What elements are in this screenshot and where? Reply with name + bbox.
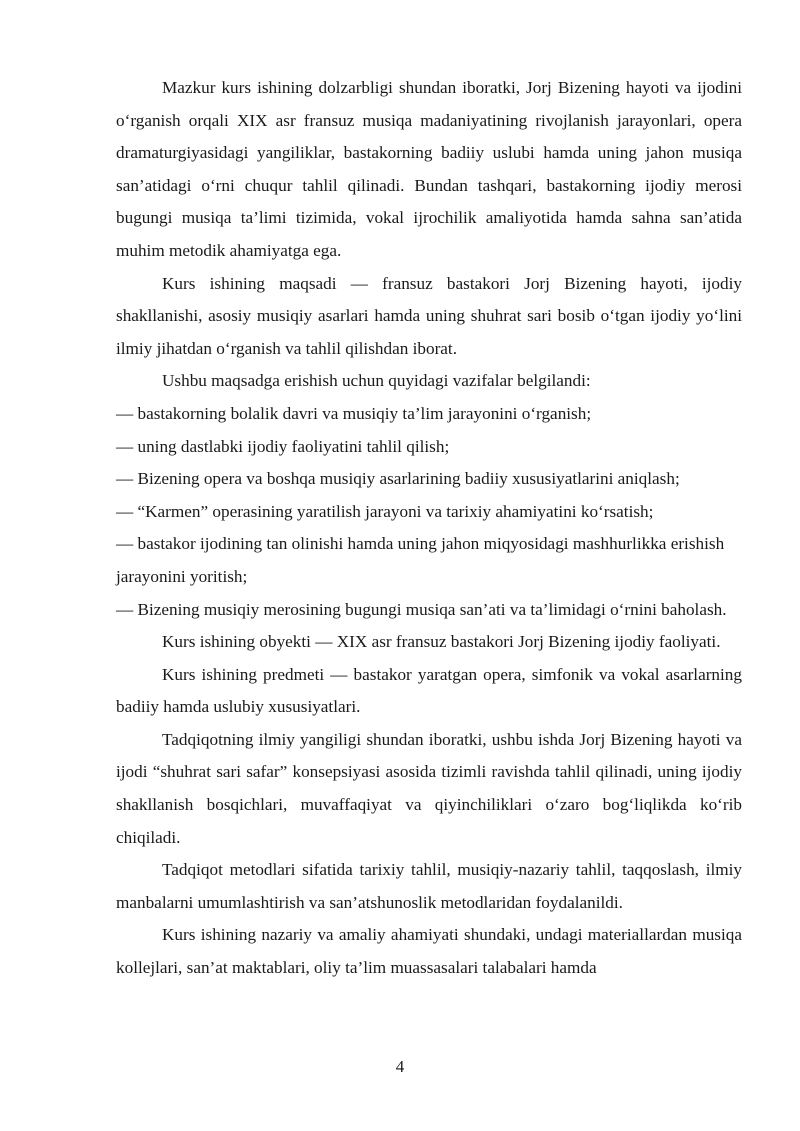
object-paragraph: Kurs ishining obyekti — XIX asr fransuz bastakori Jorj Bizening ijodiy faoliyati. bbox=[162, 632, 721, 652]
relevance-paragraph: Mazkur kurs ishining dolzarbligi shundan iboratki, Jorj Bizening hayoti va ijodini o‘rganish orqali XIX asr fransuz musiqa madaniyatining rivojlanish jarayonlari, opera dramaturgiyasidagi yangiliklar, bastakorning badiiy uslubi hamda uning jahon musiqa san’atidagi o‘rni chuqur tahlil qilinadi. Bundan tashqari, bastakorning ijodiy merosi bugungi musiqa ta’limi tizimida, vokal ijrochilik amaliyotida hamda sahna san’atida muhim metodik ahamiyatga ega. bbox=[116, 78, 742, 260]
page-number: 4 bbox=[395, 1057, 405, 1076]
goal-paragraph: Kurs ishining maqsadi — fransuz bastakori Jorj Bizening hayoti, ijodiy shakllanishi, asosiy musiqiy asarlari hamda uning shuhrat sari bosib o‘tgan ijodiy yo‘lini ilmiy jihatdan o‘rganish va tahlil qilishdan iborat. bbox=[116, 273, 742, 358]
subject-paragraph: Kurs ishining predmeti — bastakor yaratgan opera, simfonik va vokal asarlarning badiiy hamda uslubiy xususiyatlari. bbox=[116, 664, 742, 717]
task-item: — uning dastlabki ijodiy faoliyatini tahlil qilish; bbox=[116, 436, 450, 456]
page-body bbox=[116, 72, 742, 985]
methods-paragraph: Tadqiqot metodlari sifatida tarixiy tahlil, musiqiy-nazariy tahlil, taqqoslash, ilmiy manbalarni umumlashtirish va san’atshunoslik metodlaridan foydalanildi. bbox=[116, 860, 742, 912]
task-item: — “Karmen” operasining yaratilish jarayoni va tarixiy ahamiyatini ko‘rsatish; bbox=[116, 501, 654, 521]
significance-paragraph: Kurs ishining nazariy va amaliy ahamiyati shundaki, undagi materiallardan musiqa kollejlari, san’at maktablari, oliy ta’lim muassasalari talabalari hamda bbox=[116, 925, 742, 978]
task-item: — bastakor ijodining tan olinishi hamda uning jahon miqyosidagi mashhurlikka erishish jarayonini yoritish; bbox=[116, 534, 725, 586]
tasks-intro: Ushbu maqsadga erishish uchun quyidagi vazifalar belgilandi: bbox=[162, 371, 591, 391]
task-item: — Bizening opera va boshqa musiqiy asarlarining badiiy xususiyatlarini aniqlash; bbox=[116, 469, 680, 489]
task-item: — bastakorning bolalik davri va musiqiy ta’lim jarayonini o‘rganish; bbox=[116, 403, 592, 423]
task-item: — Bizening musiqiy merosining bugungi musiqa san’ati va ta’limidagi o‘rnini baholash. bbox=[116, 599, 727, 619]
novelty-paragraph: Tadqiqotning ilmiy yangiligi shundan iboratki, ushbu ishda Jorj Bizening hayoti va ijodi “shuhrat sari safar” konsepsiyasi asosida tizimli ravishda tahlil qilinadi, uning ijodiy shakllanish bosqichlari, muvaffaqiyat va qiyinchiliklari o‘zaro bog‘liqlikda ko‘rib chiqiladi. bbox=[116, 729, 742, 847]
